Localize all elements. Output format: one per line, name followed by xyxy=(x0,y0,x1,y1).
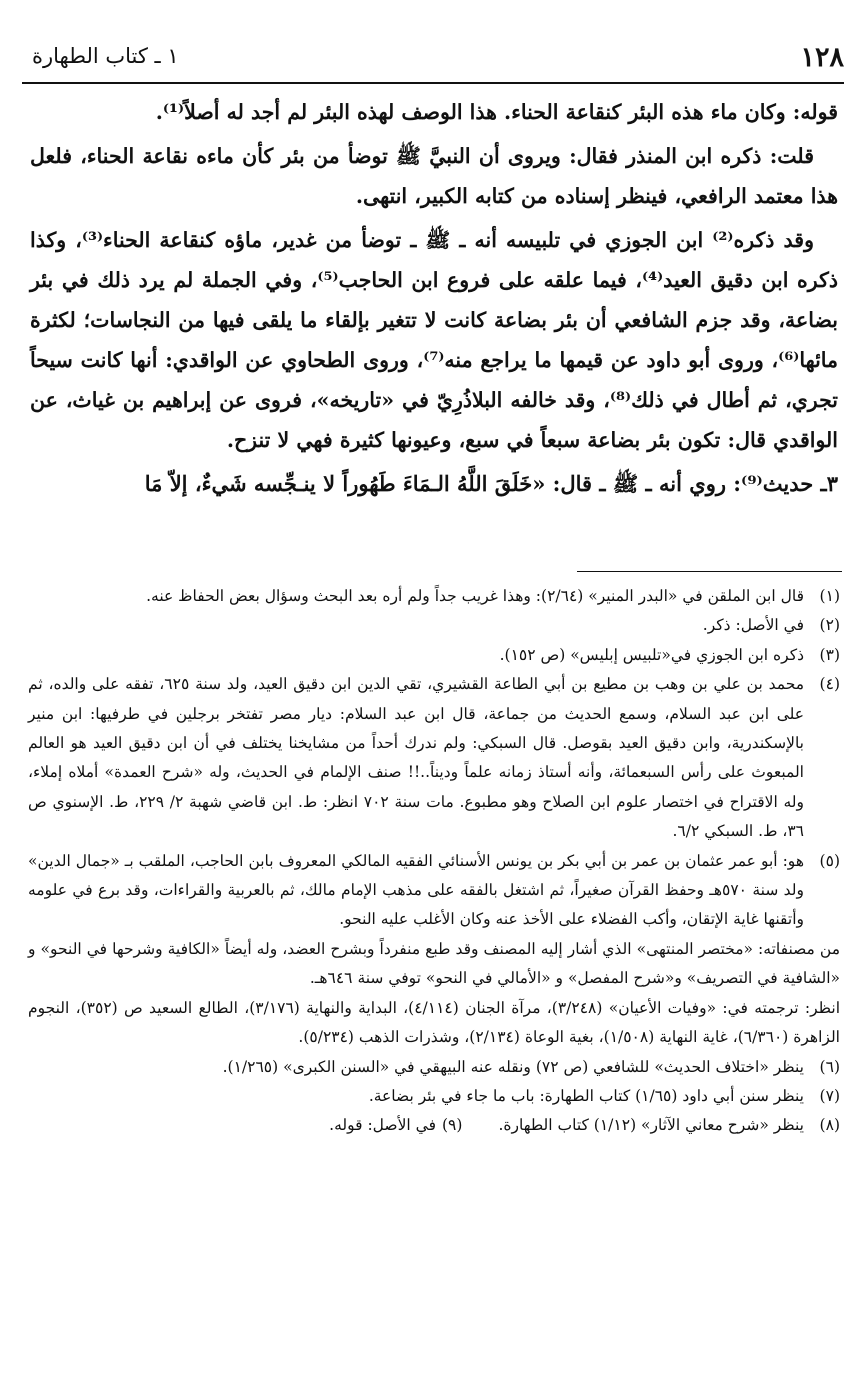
footnote-number: (٥) xyxy=(819,851,840,870)
footnote-7 xyxy=(28,1082,840,1111)
footnote-text: ينظر «اختلاف الحديث» للشافعي (ص ٧٢) ونقله عنه البيهقي في «السنن الكبرى» (١/٢٦٥). xyxy=(222,1057,804,1076)
footnote-4 xyxy=(28,670,840,846)
footnote-text: محمد بن علي بن وهب بن مطيع بن أبي الطاعة القشيري، تقي الدين ابن دقيق العيد، ولد سنة ٦٢٥، تفقه على والده، ثم على ابن عبد السلام، وسمع الحديث من جماعة، قال ابن عبد السلام: ديار مصر تفتخر برجلين في طرفيها: ابن منير بالإسكندرية، وابن دقيق العيد بقوصل. قال السبكي: ولم ندرك أحداً من مشايخنا يختلف في أن ابن دقيق العيد هو العالم المبعوث على رأس السبعمائة، وأنه أستاذ زمانه علماً وديناً..!! صنف الإلمام في الحديث، وله «شرح العمدة» أملاه إملاء، وله الاقتراح في اختصار علوم ابن الصلاح وهو مطبوع. مات سنة ٧٠٢ انظر: ط. ابن قاضي شهبة ٢/ ٢٢٩، ط. الإسنوي ص ٣٦، ط. السبكي ٦/٢. xyxy=(28,675,804,841)
page-number: ١٢٨ xyxy=(800,42,844,73)
footnote-5-works: من مصنفاته: «مختصر المنتهى» الذي أشار إليه المصنف وقد طبع منفرداً وبشرح العضد، وله أيضاً «الكافية وشرحها في النحو» و «الشافية في التصريف» و«شرح المفصل» و «الأمالي في النحو» توفي سنة ٦٤٦هـ. xyxy=(28,939,840,988)
footnote-8-text: ينظر «شرح معاني الآثار» (١/١٢) كتاب الطهارة. xyxy=(498,1116,804,1135)
footnote-text: قال ابن الملقن في «البدر المنير» (٢/٦٤): وهذا غريب جداً ولم أره بعد البحث وسؤال بعض الحفاظ عنه. xyxy=(146,587,804,605)
footnote-5 xyxy=(28,847,840,935)
footnote-text: في الأصل: ذكر. xyxy=(702,616,804,635)
footnote-number: (٩) xyxy=(441,1116,463,1135)
hadith-paragraph: ٣ـ حديث⁽⁹⁾: روي أنه ـ ﷺ ـ قال: «خَلَقَ اللَّهُ الـمَاءَ طَهُوراً لا ينـجِّسه شَيءٌ، إلاّ مَا xyxy=(144,471,838,496)
footnote-divider xyxy=(577,571,842,572)
paragraph-3: وقد ذكره⁽²⁾ ابن الجوزي في تلبيسه أنه ـ ﷺ ـ توضأ من غدير، ماؤه كنقاعة الحناء⁽³⁾، وكذا ذكره ابن دقيق العيد⁽⁴⁾، فيما علقه على فروع ابن الحاجب⁽⁵⁾، وفي الجملة لم يرد ذلك في بئر بضاعة، وقد جزم الشافعي أن بئر بضاعة كانت لا تتغير بإلقاء ما يلقى فيها من النجاسات؛ لكثرة مائها⁽⁶⁾، وروى أبو داود عن قيمها ما يراجع منه⁽⁷⁾، وروى الطحاوي عن الواقدي: أنها كانت سيحاً تجري، ثم أطال في ذلك⁽⁸⁾، وقد خالفه البلاذُرِيّ في «تاريخه»، فروى عن إبراهيم بن غياث، عن الواقدي قال: تكون بئر بضاعة سبعاً في سبع، وعيونها كثيرة فهي لا تنزح. xyxy=(30,228,839,452)
page-header xyxy=(22,40,844,80)
footnote-text: ذكره ابن الجوزي في«تلبيس إبليس» (ص ١٥٢). xyxy=(499,645,804,664)
footnote-number: (١) xyxy=(819,587,840,605)
footnote-gap xyxy=(462,1111,498,1140)
paragraph-2: قلت: ذكره ابن المنذر فقال: ويروى أن النبيَّ ﷺ توضأ من بئر كأن ماءه نقاعة الحناء، فلعل هذا معتمد الرافعي، فينظر إسناده من كتابه الكبير، انتهى. xyxy=(30,144,838,208)
footnote-6 xyxy=(28,1053,840,1082)
footnote-number: (٧) xyxy=(819,1086,840,1105)
footnote-3 xyxy=(28,641,840,670)
footnote-number: (٣) xyxy=(819,645,840,664)
paragraph-1: قوله: وكان ماء هذه البئر كنقاعة الحناء. هذا الوصف لهذه البئر لم أجد له أصلاً⁽¹⁾. xyxy=(155,100,838,124)
footnote-number: (٦) xyxy=(819,1057,840,1076)
footnote-1 xyxy=(28,582,840,611)
footnotes-8-9 xyxy=(28,1111,840,1140)
footnote-5-sources: انظر: ترجمته في: «وفيات الأعيان» (٣/٢٤٨)، مرآة الجنان (٤/١١٤)، البداية والنهاية (٣/١٧٦)، الطالع السعيد ص (٣٥٢)، النجوم الزاهرة (٦/٣٦٠)، غاية النهاية (١/٥٠٨)، بغية الوعاة (٢/١٣٤)، وشذرات الذهب (٥/٢٣٤). xyxy=(28,998,840,1047)
footnotes xyxy=(28,582,840,1141)
footnote-2 xyxy=(28,611,840,640)
header-rule xyxy=(22,82,844,84)
footnote-9-text: في الأصل: قوله. xyxy=(329,1116,436,1135)
main-text xyxy=(30,92,838,508)
footnote-text: ينظر سنن أبي داود (١/٦٥) كتاب الطهارة: باب ما جاء في بئر بضاعة. xyxy=(368,1086,804,1105)
footnote-text: هو: أبو عمر عثمان بن عمر بن أبي بكر بن يونس الأسنائي الفقيه المالكي المعروف بابن الحاجب، الملقب بـ «جمال الدين» ولد سنة ٥٧٠هـ وحفظ القرآن صغيراً، ثم اشتغل بالفقه على مذهب الإمام مالك، ثم بالعربية والقراءات، وقد برع في علومه وأتقنها غاية الإتقان، وأكب الفضلاء على الأخذ عنه وكان الأغلب عليه النحو. xyxy=(28,851,804,929)
footnote-number: (٢) xyxy=(819,616,840,635)
footnote-number: (٤) xyxy=(819,675,840,694)
running-title: ١ ـ كتاب الطهارة xyxy=(32,44,179,68)
footnote-number: (٨) xyxy=(819,1116,840,1135)
